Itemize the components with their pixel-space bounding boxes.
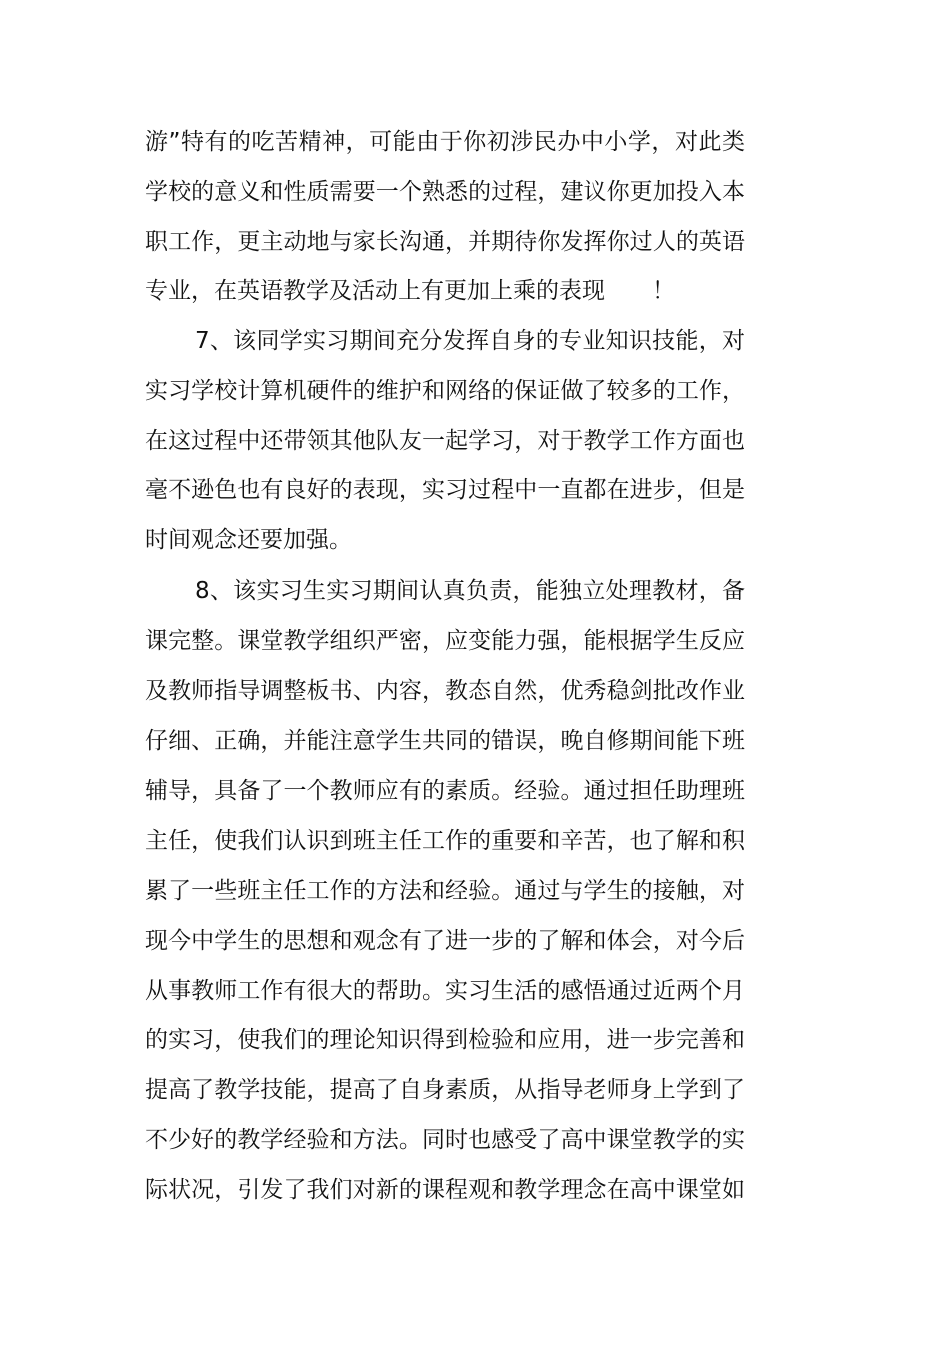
text-line-20: 提高了教学技能，提高了自身素质，从指导老师身上学到了 (145, 1077, 745, 1103)
text-line-21: 不少好的教学经验和方法。同时也感受了高中课堂教学的实 (145, 1127, 745, 1153)
text-line-17: 现今中学生的思想和观念有了进一步的了解和体会，对今后 (145, 928, 745, 954)
text-line-16: 累了一些班主任工作的方法和经验。通过与学生的接触，对 (145, 878, 745, 904)
text-line-8: 毫不逊色也有良好的表现，实习过程中一直都在进步，但是 (145, 477, 745, 503)
text-line-6: 实习学校计算机硬件的维护和网络的保证做了较多的工作， (145, 378, 745, 404)
text-line-1: 游”特有的吃苦精神，可能由于你初涉民办中小学，对此类 (145, 129, 745, 155)
text-line-13: 仔细、正确，并能注意学生共同的错误，晚自修期间能下班 (145, 728, 745, 754)
text-line-4: 专业，在英语教学及活动上有更加上乘的表现 (145, 278, 605, 304)
paragraph-8-start: 8、该实习生实习期间认真负责，能独立处理教材，备 (195, 578, 745, 604)
text-line-18: 从事教师工作有很大的帮助。实习生活的感悟通过近两个月 (145, 978, 745, 1004)
text-line-19: 的实习，使我们的理论知识得到检验和应用，进一步完善和 (145, 1027, 745, 1053)
text-line-22: 际状况，引发了我们对新的课程观和教学理念在高中课堂如 (145, 1177, 745, 1203)
text-line-14: 辅导，具备了一个教师应有的素质。经验。通过担任助理班 (145, 778, 745, 804)
exclamation-mark: ！ (652, 278, 675, 304)
text-line-3: 职工作，更主动地与家长沟通，并期待你发挥你过人的英语 (145, 229, 745, 255)
text-line-15: 主任，使我们认识到班主任工作的重要和辛苦，也了解和积 (145, 828, 745, 854)
text-line-7: 在这过程中还带领其他队友一起学习，对于教学工作方面也 (145, 428, 745, 454)
paragraph-7-start: 7、该同学实习期间充分发挥自身的专业知识技能，对 (195, 328, 745, 354)
text-line-9: 时间观念还要加强。 (145, 527, 352, 553)
text-line-2: 学校的意义和性质需要一个熟悉的过程，建议你更加投入本 (145, 179, 745, 205)
text-line-12: 及教师指导调整板书、内容，教态自然，优秀稳剑批改作业 (145, 678, 745, 704)
text-line-11: 课完整。课堂教学组织严密，应变能力强，能根据学生反应 (145, 628, 745, 654)
